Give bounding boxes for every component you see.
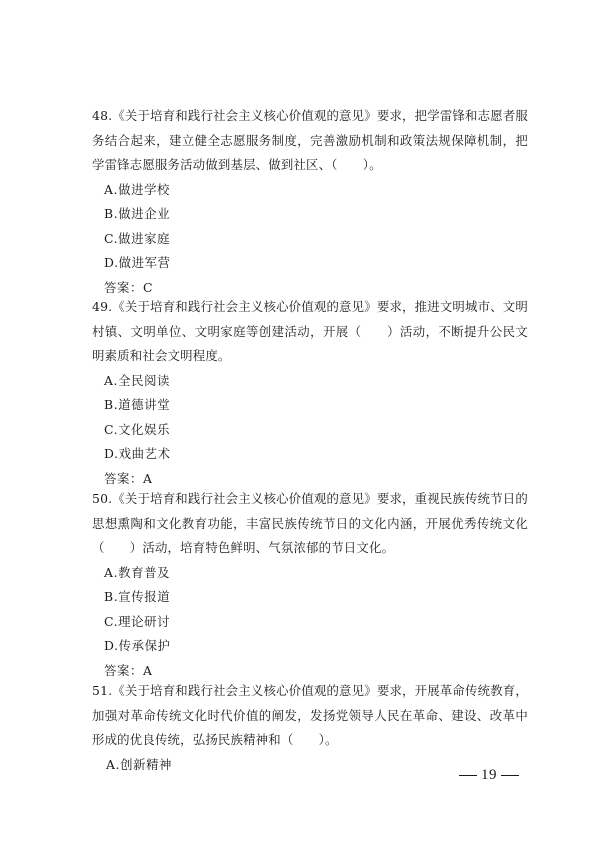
- question-51: [92, 679, 528, 777]
- option-b: B.宣传报道: [104, 589, 171, 604]
- option-a: A.做进学校: [104, 181, 171, 197]
- option-d: D.传承保护: [104, 638, 171, 653]
- option-c: C.理论研讨: [104, 613, 171, 629]
- option-b: B.道德讲堂: [104, 397, 171, 412]
- page-number: [455, 767, 523, 784]
- question-stem: 48.《关于培育和践行社会主义核心价值观的意见》要求，把学雷锋和志愿者服务结合起来，建立健全志愿服务制度，完善激励机制和政策法规保障机制，把学雷锋志愿服务活动做到基层、做到社区、（ ）。: [92, 108, 528, 172]
- option-c: C.文化娱乐: [104, 421, 171, 437]
- question-50: [92, 487, 528, 683]
- option-d: D.做进军营: [104, 255, 171, 270]
- option-d: D.戏曲艺术: [104, 446, 171, 461]
- option-list: [92, 178, 528, 276]
- question-stem: 51.《关于培育和践行社会主义核心价值观的意见》要求，开展革命传统教育，加强对革命传统文化时代价值的阐发，发扬党领导人民在革命、建设、改革中形成的优良传统，弘扬民族精神和（ ）。: [92, 683, 528, 747]
- page-number-text: 19: [481, 767, 497, 783]
- question-49: [92, 295, 528, 491]
- option-list: [92, 561, 528, 659]
- option-list: [92, 369, 528, 467]
- answer-text: 答案：A: [104, 662, 153, 678]
- dash-left: [459, 775, 477, 776]
- option-a: A.教育普及: [104, 564, 171, 580]
- question-stem: 50.《关于培育和践行社会主义核心价值观的意见》要求，重视民族传统节日的思想熏陶和文化教育功能，丰富民族传统节日的文化内涵，开展优秀传统文化（ ）活动，培育特色鲜明、气氛浓郁的节日文化。: [92, 491, 528, 555]
- question-48: [92, 104, 528, 300]
- answer-text: 答案：A: [104, 470, 153, 486]
- option-a: A.全民阅读: [104, 372, 171, 388]
- option-a: A.创新精神: [106, 756, 173, 772]
- answer-text: 答案：C: [104, 279, 154, 295]
- dash-right: [501, 775, 519, 776]
- option-b: B.做进企业: [104, 206, 171, 221]
- option-c: C.做进家庭: [104, 230, 171, 246]
- question-stem: 49.《关于培育和践行社会主义核心价值观的意见》要求，推进文明城市、文明村镇、文明单位、文明家庭等创建活动，开展（ ）活动，不断提升公民文明素质和社会文明程度。: [92, 299, 528, 363]
